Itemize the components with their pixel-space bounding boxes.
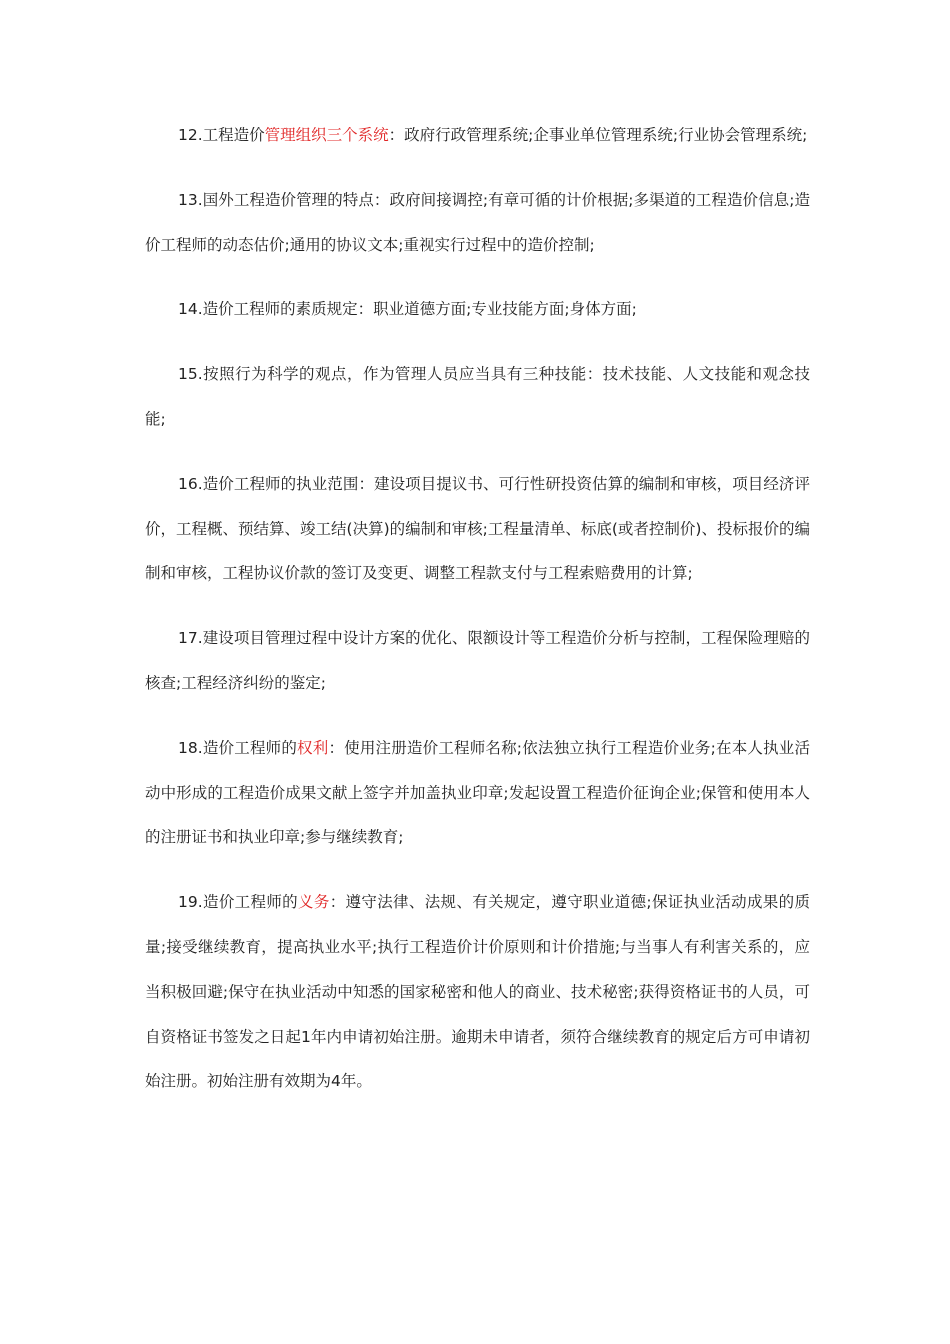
paragraph-item-17 [145, 616, 810, 706]
item-18-highlight: 权利 [297, 738, 329, 757]
paragraph-item-15 [145, 352, 810, 442]
paragraph-item-12 [145, 113, 810, 158]
item-15-segment-0: 15.按照行为科学的观点，作为管理人员应当具有三种技能：技术技能、人文技能和观念技能; [145, 365, 810, 428]
item-19-segment-0: 19.造价工程师的 [178, 893, 299, 912]
item-19-segment-2: ：遵守法律、法规、有关规定，遵守职业道德;保证执业活动成果的质量;接受继续教育，提高执业水平;执行工程造价计价原则和计价措施;与当事人有利害关系的，应当积极回避;保守在执业活动中知悉的国家秘密和他人的商业、技术秘密;获得资格证书的人员，可自资格证书签发之日起1年内申请初始注册。逾期未申请者，须符合继续教育的规定后方可申请初始注册。初始注册有效期为4年。 [145, 893, 810, 1091]
item-14-segment-0: 14.造价工程师的素质规定：职业道德方面;专业技能方面;身体方面; [178, 300, 637, 319]
paragraph-item-13 [145, 178, 810, 268]
item-17-segment-0: 17.建设项目管理过程中设计方案的优化、限额设计等工程造价分析与控制，工程保险理赔的核查;工程经济纠纷的鉴定; [145, 629, 810, 692]
item-19-highlight: 义务 [298, 893, 330, 912]
paragraph-item-18 [145, 726, 810, 860]
item-18-segment-2: ：使用注册造价工程师名称;依法独立执行工程造价业务;在本人执业活动中形成的工程造价成果文献上签字并加盖执业印章;发起设置工程造价征询企业;保管和使用本人的注册证书和执业印章;参与继续教育; [145, 738, 810, 847]
item-12-highlight: 管理组织三个系统 [264, 126, 389, 144]
item-18-segment-0: 18.造价工程师的 [178, 738, 298, 757]
item-12-segment-0: 12.工程造价 [178, 126, 265, 144]
paragraph-item-19 [145, 880, 810, 1104]
item-12-segment-2: ：政府行政管理系统;企事业单位管理系统;行业协会管理系统; [388, 126, 808, 144]
item-16-segment-0: 16.造价工程师的执业范围：建设项目提议书、可行性研投资估算的编制和审核，项目经济评价，工程概、预结算、竣工结(决算)的编制和审核;工程量清单、标底(或者控制价)、投标报价的编制和审核，工程协议价款的签订及变更、调整工程款支付与工程索赔费用的计算; [145, 474, 810, 583]
paragraph-item-14 [145, 287, 810, 332]
document-body [145, 113, 810, 1124]
paragraph-item-16 [145, 462, 810, 596]
item-13-segment-0: 13.国外工程造价管理的特点：政府间接调控;有章可循的计价根据;多渠道的工程造价信息;造价工程师的动态估价;通用的协议文本;重视实行过程中的造价控制; [145, 190, 810, 254]
